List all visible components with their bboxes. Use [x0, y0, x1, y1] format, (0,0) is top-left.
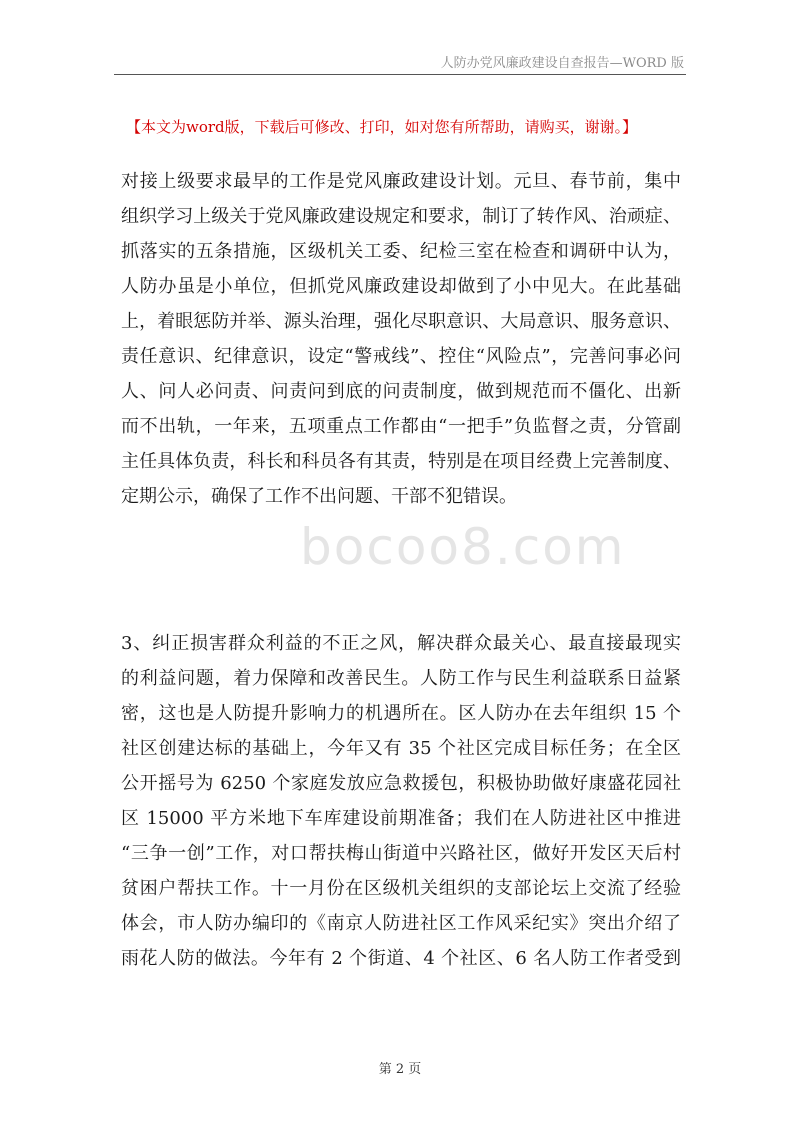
paragraph-line: 的利益问题，着力保障和改善民生。人防工作与民生利益联系日益紧	[121, 668, 681, 689]
paragraph-line: 密，这也是人防提升影响力的机遇所在。区人防办在去年组织 15 个	[121, 703, 681, 724]
page-number: 第 2 页	[378, 1062, 422, 1077]
download-notice: 【本文为word版，下载后可修改、打印，如对您有所帮助，请购买，谢谢。】	[126, 118, 638, 136]
paragraph-line: 社区创建达标的基础上，今年又有 35 个社区完成目标任务；在全区	[121, 738, 681, 759]
paragraph-public-interest	[121, 626, 681, 976]
paragraph-line: 而不出轨，一年来，五项重点工作都由“一把手”负监督之责，分管副	[121, 416, 681, 437]
paragraph-line: 抓落实的五条措施，区级机关工委、纪检三室在检查和调研中认为，	[121, 241, 681, 262]
paragraph-line: 贫困户帮扶工作。十一月份在区级机关组织的支部论坛上交流了经验	[121, 878, 681, 899]
paragraph-line: 上，着眼惩防并举、源头治理，强化尽职意识、大局意识、服务意识、	[121, 311, 681, 332]
paragraph-party-conduct	[121, 164, 681, 514]
paragraph-line: 人、问人必问责、问责问到底的问责制度，做到规范而不僵化、出新	[121, 381, 681, 402]
header-divider	[114, 74, 686, 75]
watermark-text: bocoo8.com	[300, 518, 626, 576]
paragraph-line: 人防办虽是小单位，但抓党风廉政建设却做到了小中见大。在此基础	[121, 276, 681, 297]
document-header-title: 人防办党风廉政建设自查报告—WORD 版	[440, 56, 684, 71]
paragraph-line: 区 15000 平方米地下车库建设前期准备；我们在人防进社区中推进	[121, 808, 681, 829]
paragraph-line: 定期公示，确保了工作不出问题、干部不犯错误。	[121, 486, 517, 507]
paragraph-line: 3、纠正损害群众利益的不正之风，解决群众最关心、最直接最现实	[121, 633, 681, 654]
paragraph-line: 主任具体负责，科长和科员各有其责，特别是在项目经费上完善制度、	[121, 451, 681, 472]
paragraph-line: 对接上级要求最早的工作是党风廉政建设计划。元旦、春节前，集中	[121, 171, 681, 192]
paragraph-line: 责任意识、纪律意识，设定“警戒线”、控住“风险点”，完善问事必问	[121, 346, 681, 367]
paragraph-line: 公开摇号为 6250 个家庭发放应急救援包，积极协助做好康盛花园社	[121, 773, 681, 794]
paragraph-line: 体会，市人防办编印的《南京人防进社区工作风采纪实》突出介绍了	[121, 913, 681, 934]
paragraph-line: 雨花人防的做法。今年有 2 个街道、4 个社区、6 名人防工作者受到	[121, 948, 681, 969]
paragraph-line: “三争一创”工作，对口帮扶梅山街道中兴路社区，做好开发区天后村	[121, 843, 681, 864]
paragraph-line: 组织学习上级关于党风廉政建设规定和要求，制订了转作风、治顽症、	[121, 206, 681, 227]
